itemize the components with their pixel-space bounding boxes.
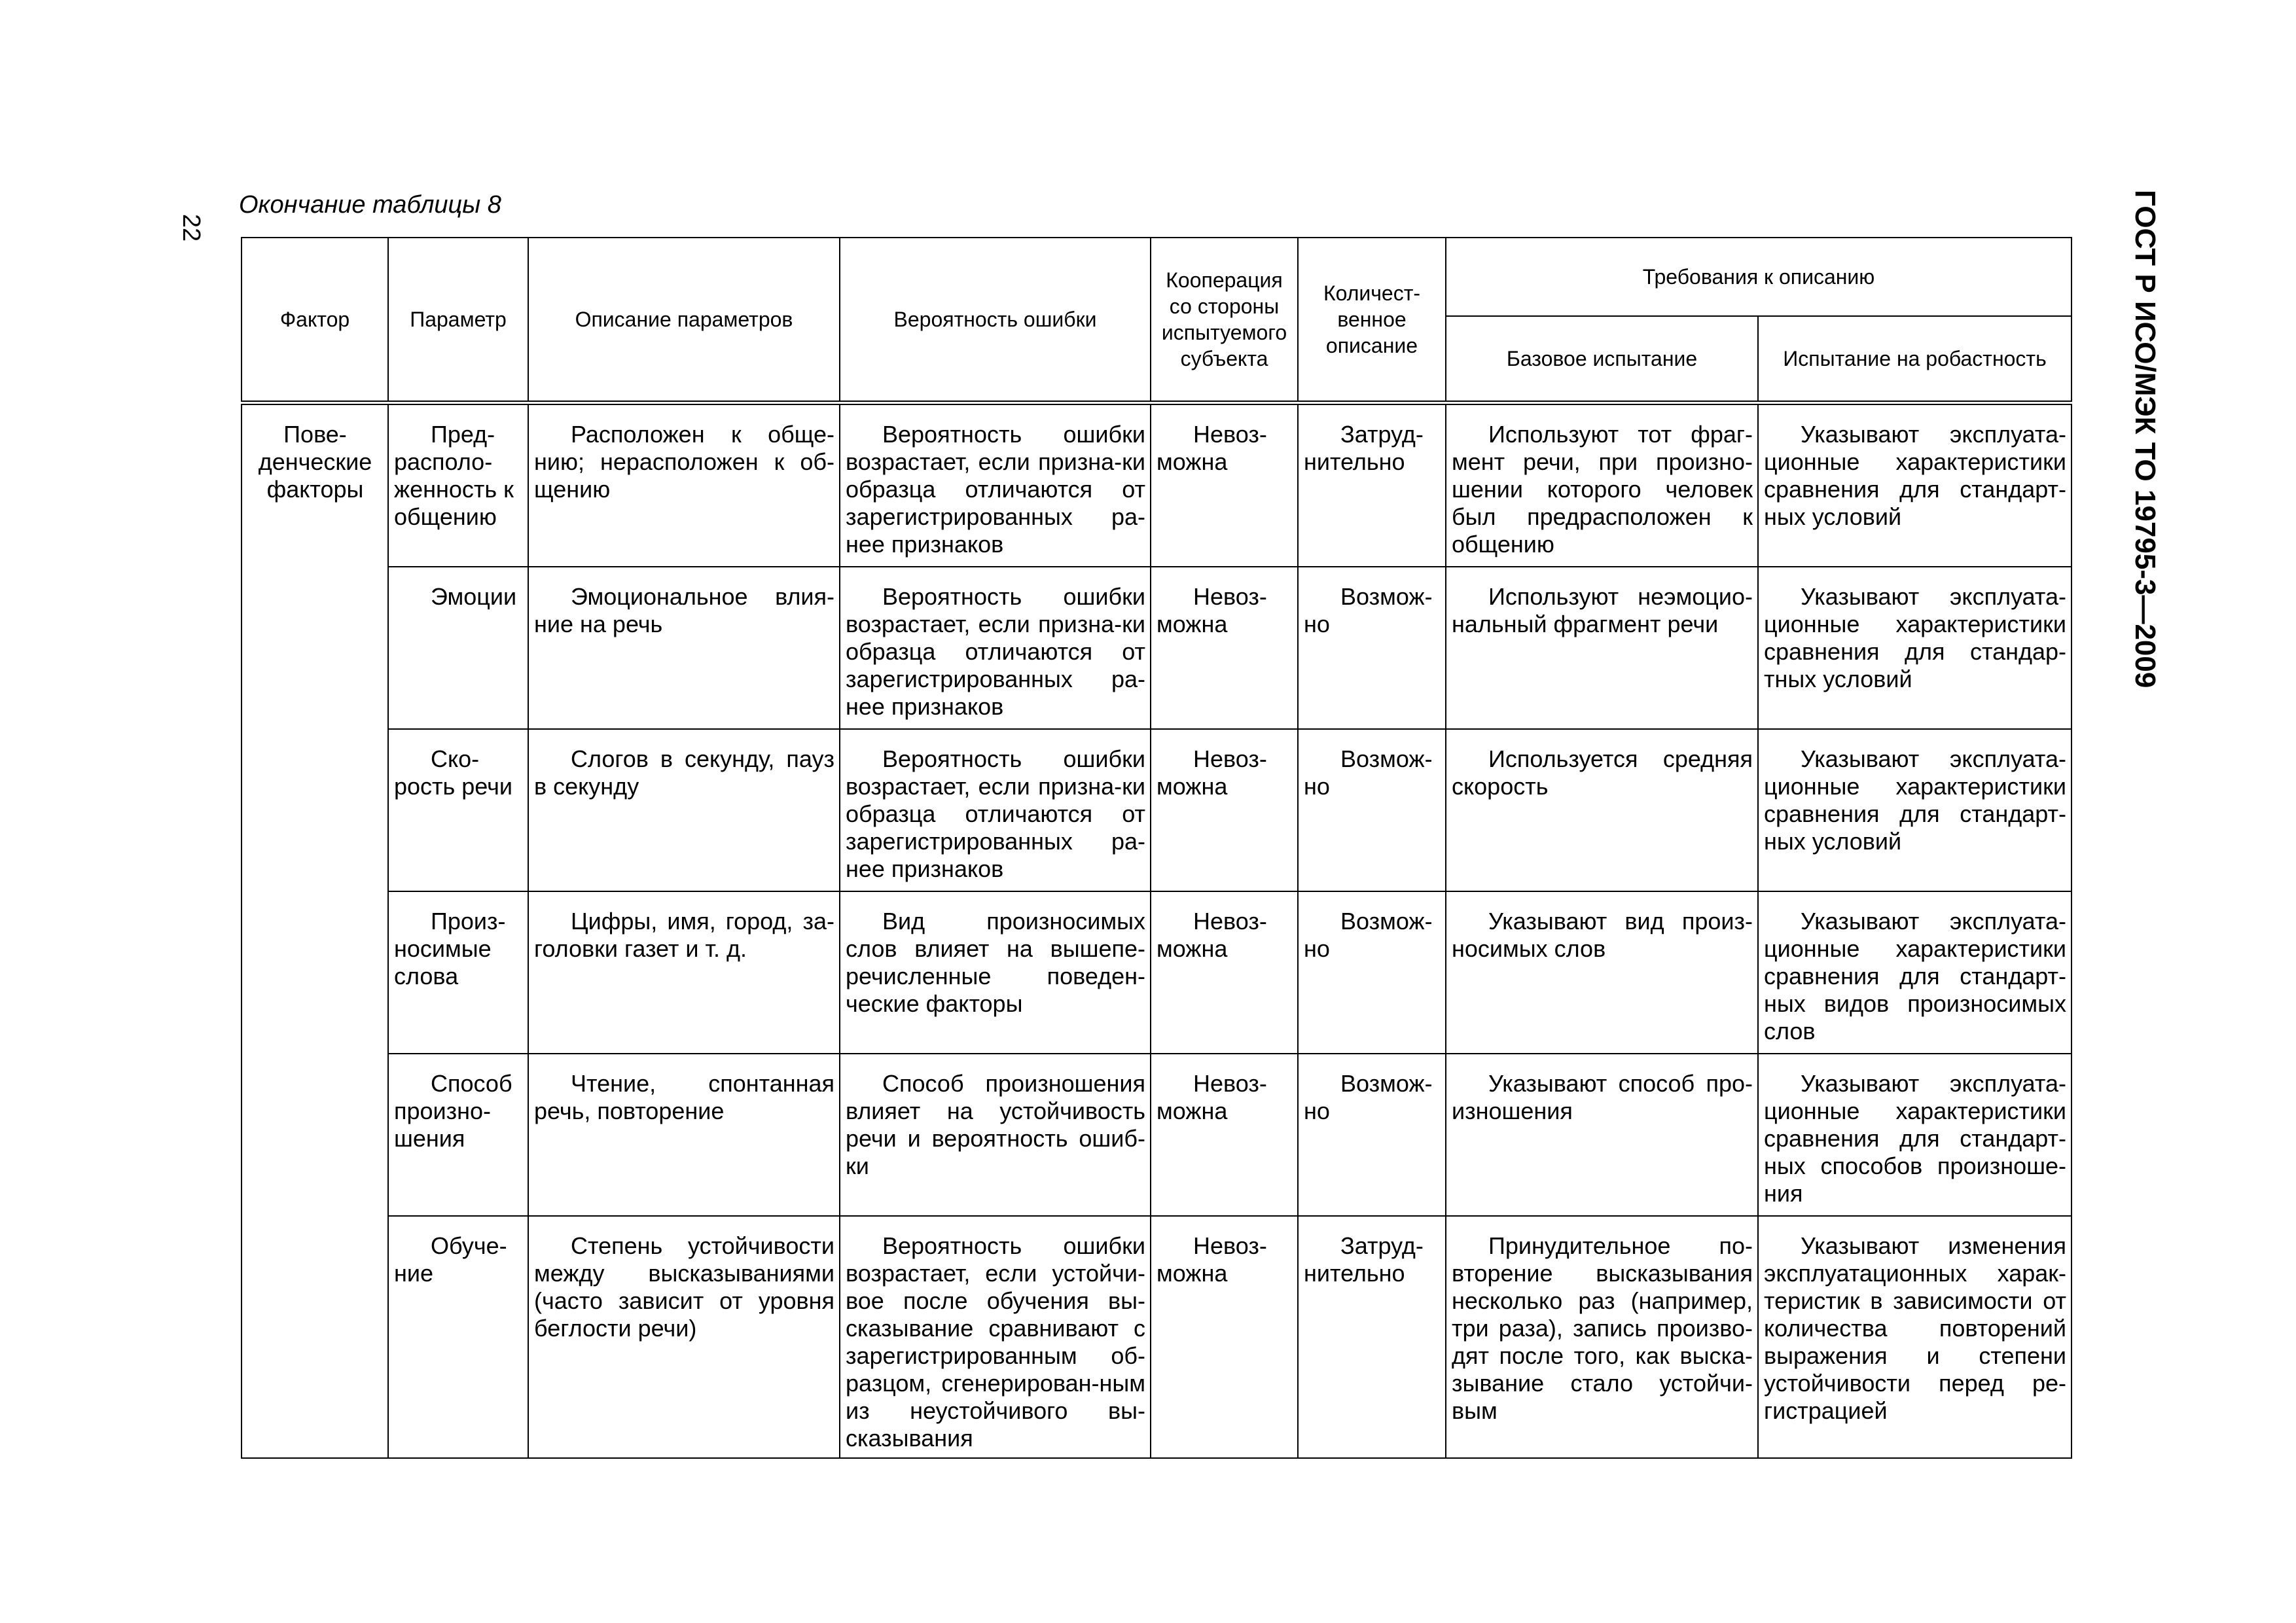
cooperation-cell: Невоз-можна bbox=[1151, 403, 1298, 567]
table-row bbox=[242, 1216, 2072, 1458]
description-cell: Слогов в секунду, пауз в секунду bbox=[528, 729, 840, 891]
table-row bbox=[242, 729, 2072, 891]
quantitative-cell: Возмож-но bbox=[1298, 1054, 1446, 1216]
header-cooperation: Кооперация со стороны испытуемого субъекта bbox=[1151, 238, 1298, 403]
base-test-cell: Указывают вид произ-носимых слов bbox=[1446, 891, 1758, 1054]
robustness-test-cell: Указывают эксплуата-ционные характеристики сравнения для стандарт-ных способов произноше-ния bbox=[1758, 1054, 2072, 1216]
base-test-cell: Принудительное по-вторение высказывания несколько раз (например, три раза), запись произво-дят после того, как выска-зывание стало устойчи-вым bbox=[1446, 1216, 1758, 1458]
cooperation-cell: Невоз-можна bbox=[1151, 1054, 1298, 1216]
robustness-test-cell: Указывают эксплуата-ционные характеристики сравнения для стандарт-ных условий bbox=[1758, 729, 2072, 891]
description-cell: Расположен к обще-нию; нерасположен к об-щению bbox=[528, 403, 840, 567]
cooperation-cell: Невоз-можна bbox=[1151, 1216, 1298, 1458]
cooperation-cell: Невоз-можна bbox=[1151, 891, 1298, 1054]
quantitative-cell: Затруд-нительно bbox=[1298, 1216, 1446, 1458]
parameter-cell: Произ-носимые слова bbox=[388, 891, 528, 1054]
robustness-test-cell: Указывают эксплуата-ционные характеристики сравнения для стандарт-ных видов произносимых слов bbox=[1758, 891, 2072, 1054]
quantitative-cell: Возмож-но bbox=[1298, 729, 1446, 891]
table-row bbox=[242, 567, 2072, 729]
parameter-cell: Эмоции bbox=[388, 567, 528, 729]
base-test-cell: Используют неэмоцио-нальный фрагмент речи bbox=[1446, 567, 1758, 729]
error-probability-cell: Вероятность ошибки возрастает, если призна-ки образца отличаются от зарегистрированных ра-нее признаков bbox=[840, 567, 1151, 729]
header-error-probability: Вероятность ошибки bbox=[840, 238, 1151, 403]
description-cell: Эмоциональное влия-ние на речь bbox=[528, 567, 840, 729]
error-probability-cell: Вероятность ошибки возрастает, если устойчи-вое после обучения вы-сказывание сравнивают с зарегистрированным об-разцом, сгенерирован-ным из неустойчивого вы-сказывания bbox=[840, 1216, 1151, 1458]
table-row bbox=[242, 1054, 2072, 1216]
factors-table bbox=[241, 237, 2072, 1459]
parameter-cell: Обуче-ние bbox=[388, 1216, 528, 1458]
parameter-cell: Способ произно-шения bbox=[388, 1054, 528, 1216]
table-caption: Окончание таблицы 8 bbox=[239, 191, 501, 219]
header-robustness-test: Испытание на робастность bbox=[1758, 316, 2072, 403]
robustness-test-cell: Указывают эксплуата-ционные характеристики сравнения для стандарт-ных условий bbox=[1758, 403, 2072, 567]
parameter-cell: Пред-располо-женность к общению bbox=[388, 403, 528, 567]
description-cell: Степень устойчивости между высказываниями (часто зависит от уровня беглости речи) bbox=[528, 1216, 840, 1458]
table-row bbox=[242, 891, 2072, 1054]
cooperation-cell: Невоз-можна bbox=[1151, 567, 1298, 729]
header-base-test: Базовое испытание bbox=[1446, 316, 1758, 403]
table-row bbox=[242, 403, 2072, 567]
base-test-cell: Указывают способ про-изношения bbox=[1446, 1054, 1758, 1216]
parameter-cell: Ско-рость речи bbox=[388, 729, 528, 891]
error-probability-cell: Вероятность ошибки возрастает, если призна-ки образца отличаются от зарегистрированных ра-нее признаков bbox=[840, 403, 1151, 567]
header-parameter: Параметр bbox=[388, 238, 528, 403]
error-probability-cell: Вид произносимых слов влияет на вышепе-речисленные поведен-ческие факторы bbox=[840, 891, 1151, 1054]
error-probability-cell: Вероятность ошибки возрастает, если призна-ки образца отличаются от зарегистрированных ра-нее признаков bbox=[840, 729, 1151, 891]
page-number: 22 bbox=[177, 213, 205, 242]
standard-title: ГОСТ Р ИСО/МЭК ТО 19795-3—2009 bbox=[2129, 190, 2161, 688]
quantitative-cell: Возмож-но bbox=[1298, 567, 1446, 729]
robustness-test-cell: Указывают эксплуата-ционные характеристики сравнения для стандар-тных условий bbox=[1758, 567, 2072, 729]
description-cell: Цифры, имя, город, за-головки газет и т. д. bbox=[528, 891, 840, 1054]
base-test-cell: Используют тот фраг-мент речи, при произно-шении которого человек был предрасположен к общению bbox=[1446, 403, 1758, 567]
header-factor: Фактор bbox=[242, 238, 388, 403]
description-cell: Чтение, спонтанная речь, повторение bbox=[528, 1054, 840, 1216]
quantitative-cell: Затруд-нительно bbox=[1298, 403, 1446, 567]
error-probability-cell: Способ произношения влияет на устойчивость речи и вероятность ошиб-ки bbox=[840, 1054, 1151, 1216]
table-header-row bbox=[242, 238, 2072, 316]
factor-cell: Пове-денческие факторы bbox=[242, 403, 388, 1459]
header-requirements: Требования к описанию bbox=[1446, 238, 2072, 316]
header-quantitative: Количест-венное описание bbox=[1298, 238, 1446, 403]
quantitative-cell: Возмож-но bbox=[1298, 891, 1446, 1054]
cooperation-cell: Невоз-можна bbox=[1151, 729, 1298, 891]
robustness-test-cell: Указывают изменения эксплуатационных харак-теристик в зависимости от количества повторений выражения и степени устойчивости перед ре-гистрацией bbox=[1758, 1216, 2072, 1458]
base-test-cell: Используется средняя скорость bbox=[1446, 729, 1758, 891]
header-description: Описание параметров bbox=[528, 238, 840, 403]
